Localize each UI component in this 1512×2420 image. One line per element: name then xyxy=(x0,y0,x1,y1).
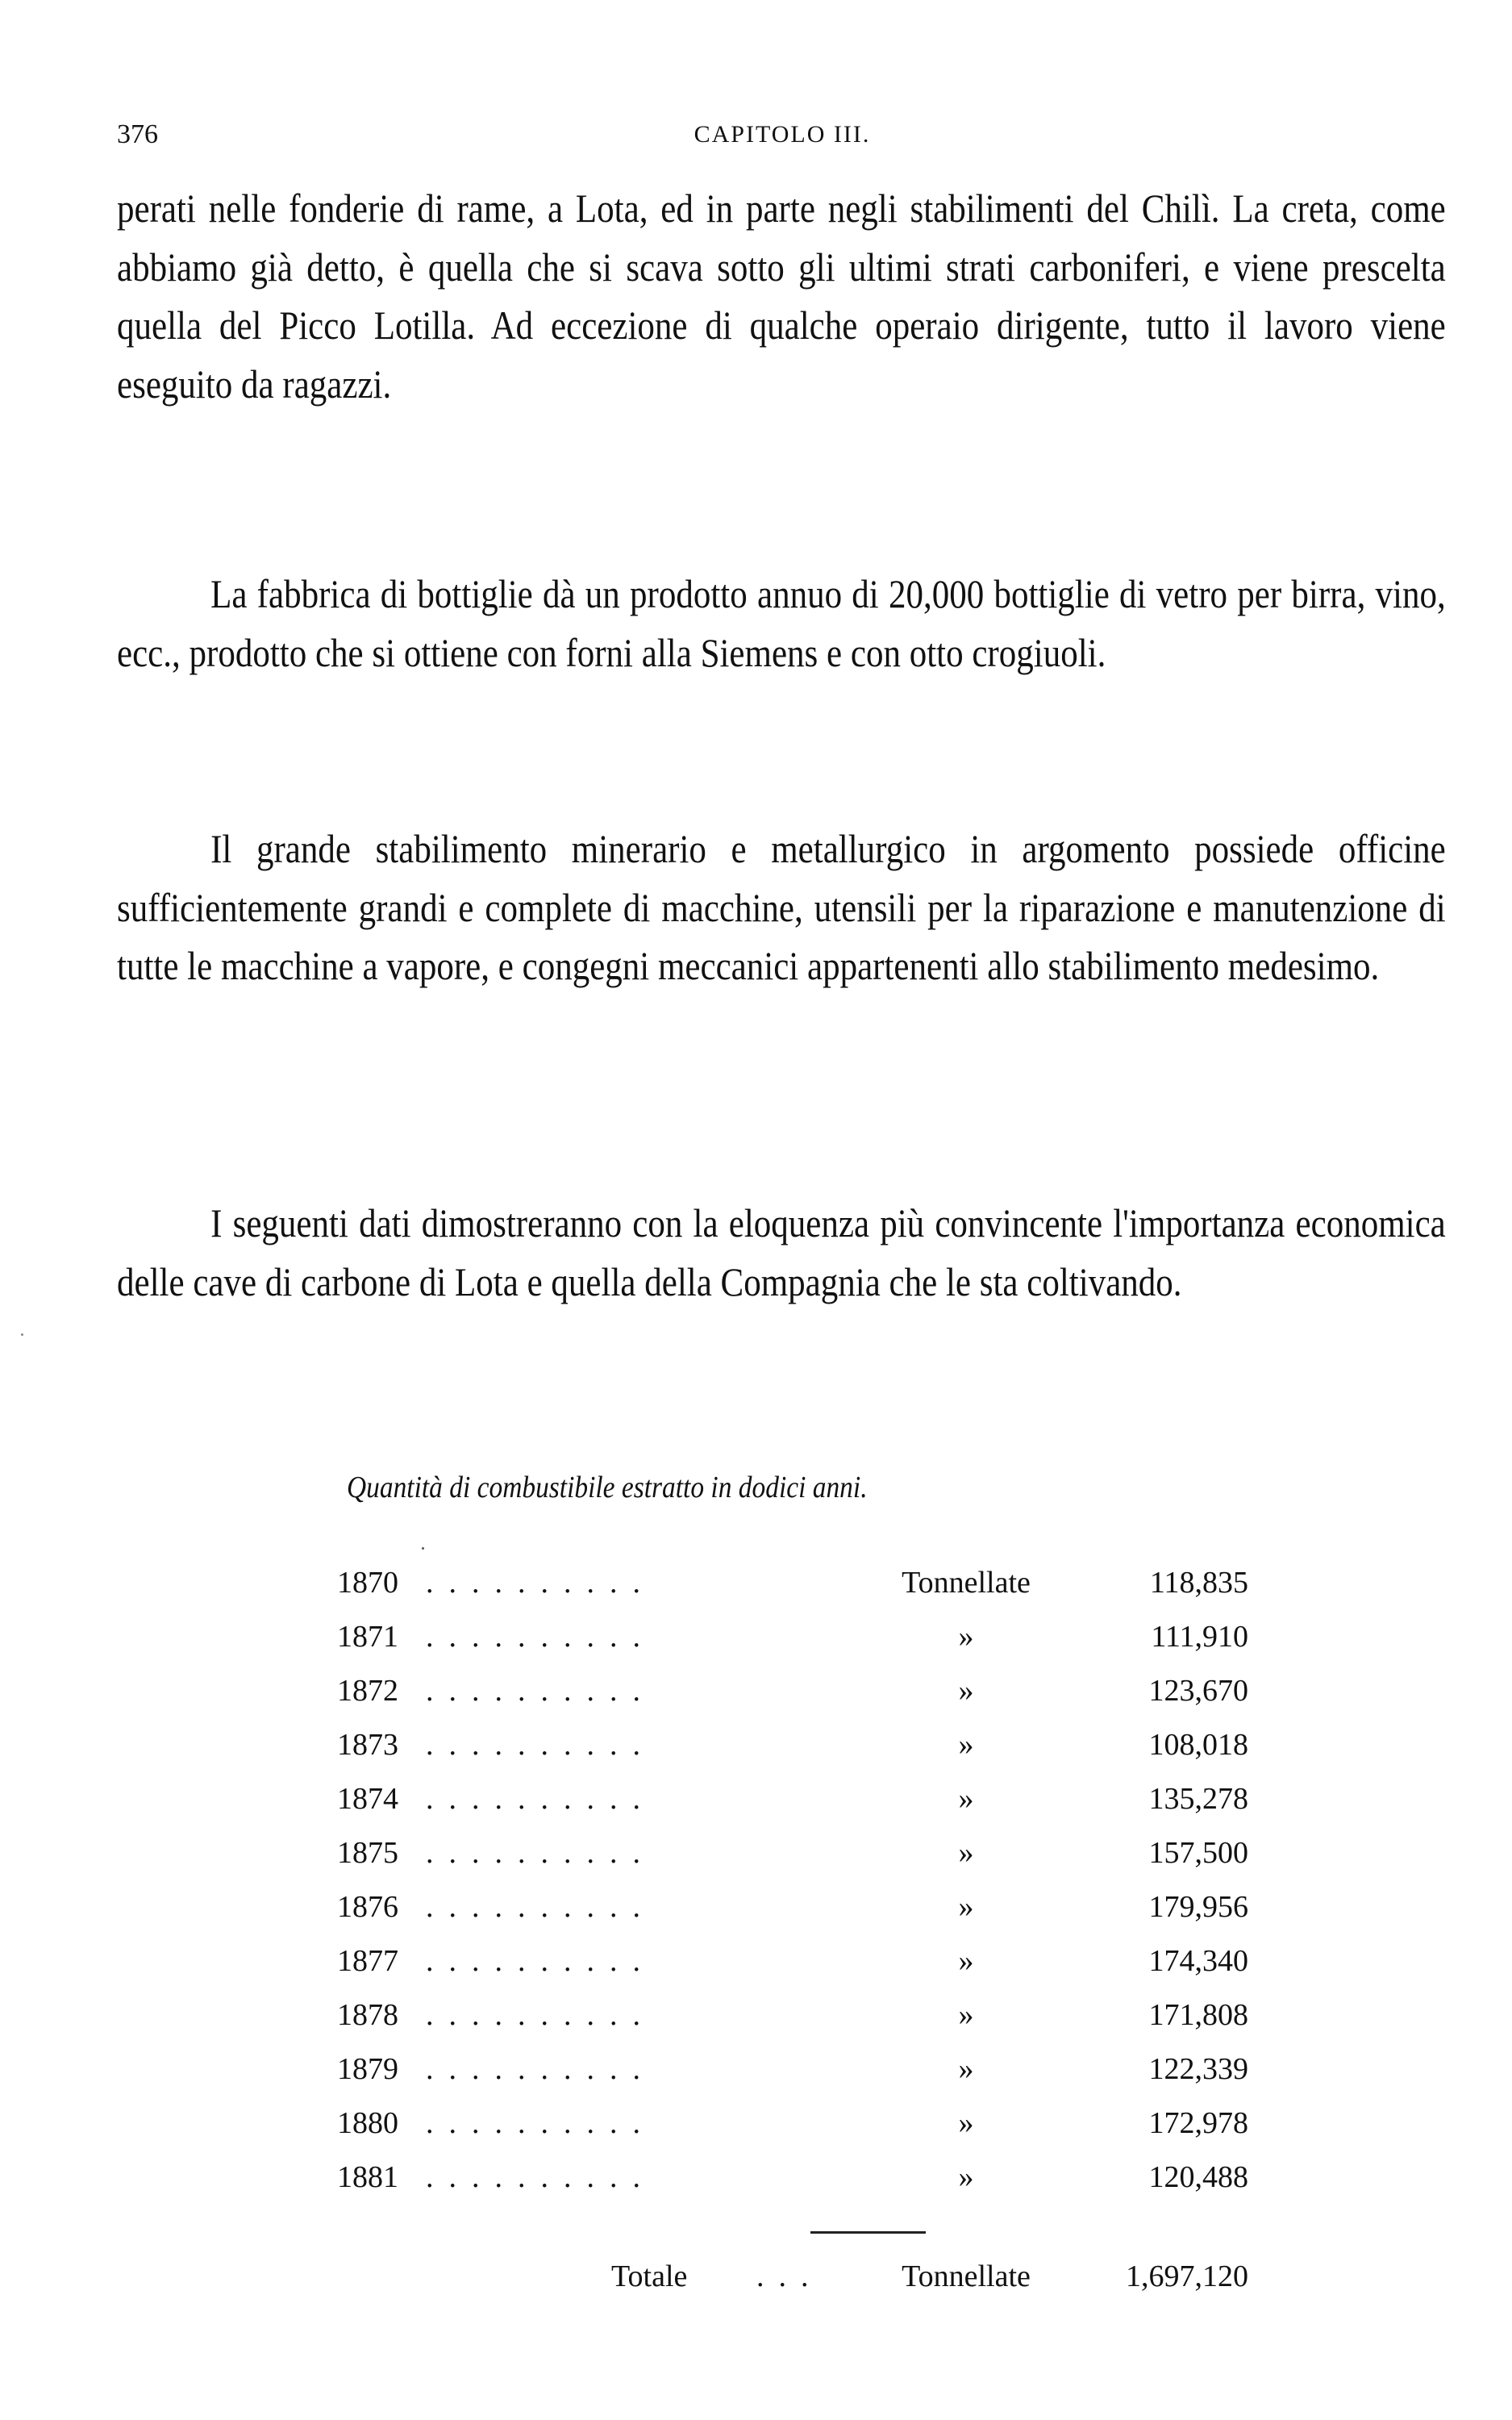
table-row xyxy=(337,1997,1248,2051)
year-cell: 1878 xyxy=(337,1998,398,2032)
unit-cell: Tonnellate xyxy=(902,2259,1031,2293)
value-cell: 179,956 xyxy=(1148,1890,1248,1924)
table-row xyxy=(337,2159,1248,2213)
ditto-mark: » xyxy=(958,1890,974,1924)
coal-extraction-table xyxy=(337,1565,1248,2213)
paragraph-data-intro xyxy=(117,1194,1446,1311)
total-row xyxy=(337,2259,1248,2307)
table-row xyxy=(337,1781,1248,1835)
sum-rule xyxy=(810,2231,926,2234)
leader-dots: .......... xyxy=(426,1566,656,1600)
ditto-mark: » xyxy=(958,2106,974,2140)
total-label: Totale xyxy=(611,2259,688,2293)
leader-dots: .......... xyxy=(426,1674,656,1708)
leader-dots: .......... xyxy=(426,1944,656,1978)
year-cell: 1874 xyxy=(337,1782,398,1816)
leader-dots: .......... xyxy=(426,2106,656,2140)
leader-dots: ... xyxy=(756,2259,823,2293)
table-row xyxy=(337,1619,1248,1673)
value-cell: 108,018 xyxy=(1148,1728,1248,1762)
paragraph-text: I seguenti dati dimostreranno con la eloquenza più convincente l'importanza economica delle cave di carbone di Lota e quella della Compagnia che le sta coltivando. xyxy=(117,1200,1446,1304)
paragraph-text: La fabbrica di bottiglie dà un prodotto annuo di 20,000 bottiglie di vetro per birra, vino, ecc., prodotto che si ottiene con forni alla Siemens e con otto crogiuoli. xyxy=(117,571,1446,675)
year-cell: 1876 xyxy=(337,1890,398,1924)
leader-dots: .......... xyxy=(426,1998,656,2032)
leader-dots: .......... xyxy=(426,2052,656,2086)
running-head xyxy=(117,113,1447,153)
value-cell: 135,278 xyxy=(1148,1782,1248,1816)
value-cell: 172,978 xyxy=(1148,2106,1248,2140)
table-row xyxy=(337,1943,1248,1997)
ditto-mark: » xyxy=(958,1728,974,1762)
table-row xyxy=(337,2105,1248,2159)
unit-cell: Tonnellate xyxy=(902,1566,1031,1600)
leader-dots: .......... xyxy=(426,1782,656,1816)
year-cell: 1880 xyxy=(337,2106,398,2140)
leader-dots: .......... xyxy=(426,1836,656,1870)
year-cell: 1877 xyxy=(337,1944,398,1978)
value-cell: 122,339 xyxy=(1148,2052,1248,2086)
value-cell: 174,340 xyxy=(1148,1944,1248,1978)
ditto-mark: » xyxy=(958,1782,974,1816)
ditto-mark: » xyxy=(958,2052,974,2086)
ditto-mark: » xyxy=(958,1836,974,1870)
table-row xyxy=(337,1835,1248,1889)
value-cell: 123,670 xyxy=(1148,1674,1248,1708)
value-cell: 118,835 xyxy=(1149,1566,1248,1600)
chapter-title: CAPITOLO III. xyxy=(694,121,871,148)
year-cell: 1879 xyxy=(337,2052,398,2086)
leader-dots: .......... xyxy=(426,1890,656,1924)
paragraph-text: Il grande stabilimento minerario e metallurgico in argomento possiede officine sufficientemente grandi e complete di macchine, utensili per la riparazione e manutenzione di tutte le macchine a vapore, e congegni meccanici appartenenti allo stabilimento medesimo. xyxy=(117,826,1446,988)
year-cell: 1875 xyxy=(337,1836,398,1870)
leader-dots: .......... xyxy=(426,2160,656,2194)
value-cell: 111,910 xyxy=(1151,1620,1248,1654)
year-cell: 1881 xyxy=(337,2160,398,2194)
ditto-mark: » xyxy=(958,1620,974,1654)
paragraph-continuation xyxy=(117,179,1446,413)
value-cell: 171,808 xyxy=(1148,1998,1248,2032)
total-value: 1,697,120 xyxy=(1126,2259,1248,2293)
leader-dots: .......... xyxy=(426,1620,656,1654)
ditto-mark: » xyxy=(958,1998,974,2032)
ditto-mark: » xyxy=(958,2160,974,2194)
paragraph-workshops xyxy=(117,820,1446,995)
value-cell: 157,500 xyxy=(1148,1836,1248,1870)
page-number: 376 xyxy=(117,119,158,149)
table-row xyxy=(337,1565,1248,1619)
ditto-mark: » xyxy=(958,1944,974,1978)
ditto-mark: » xyxy=(958,1674,974,1708)
year-cell: 1870 xyxy=(337,1566,398,1600)
table-row xyxy=(337,1673,1248,1727)
year-cell: 1873 xyxy=(337,1728,398,1762)
margin-speck xyxy=(21,1333,23,1336)
table-caption: Quantità di combustibile estratto in dodici anni. xyxy=(347,1471,868,1504)
paragraph-text: perati nelle fonderie di rame, a Lota, ed in parte negli stabilimenti del Chilì. La creta, come abbiamo già detto, è quella che si scava sotto gli ultimi strati carboniferi, e viene prescelta quella del Picco Lotilla. Ad eccezione di qualche operaio dirigente, tutto il lavoro viene eseguito da ragazzi. xyxy=(117,186,1446,407)
value-cell: 120,488 xyxy=(1148,2160,1248,2194)
paragraph-bottle-factory xyxy=(117,565,1446,682)
leader-dots: .......... xyxy=(426,1728,656,1762)
year-cell: 1871 xyxy=(337,1620,398,1654)
print-speck xyxy=(422,1547,424,1550)
table-row xyxy=(337,1727,1248,1781)
table-row xyxy=(337,1889,1248,1943)
table-row xyxy=(337,2051,1248,2105)
year-cell: 1872 xyxy=(337,1674,398,1708)
